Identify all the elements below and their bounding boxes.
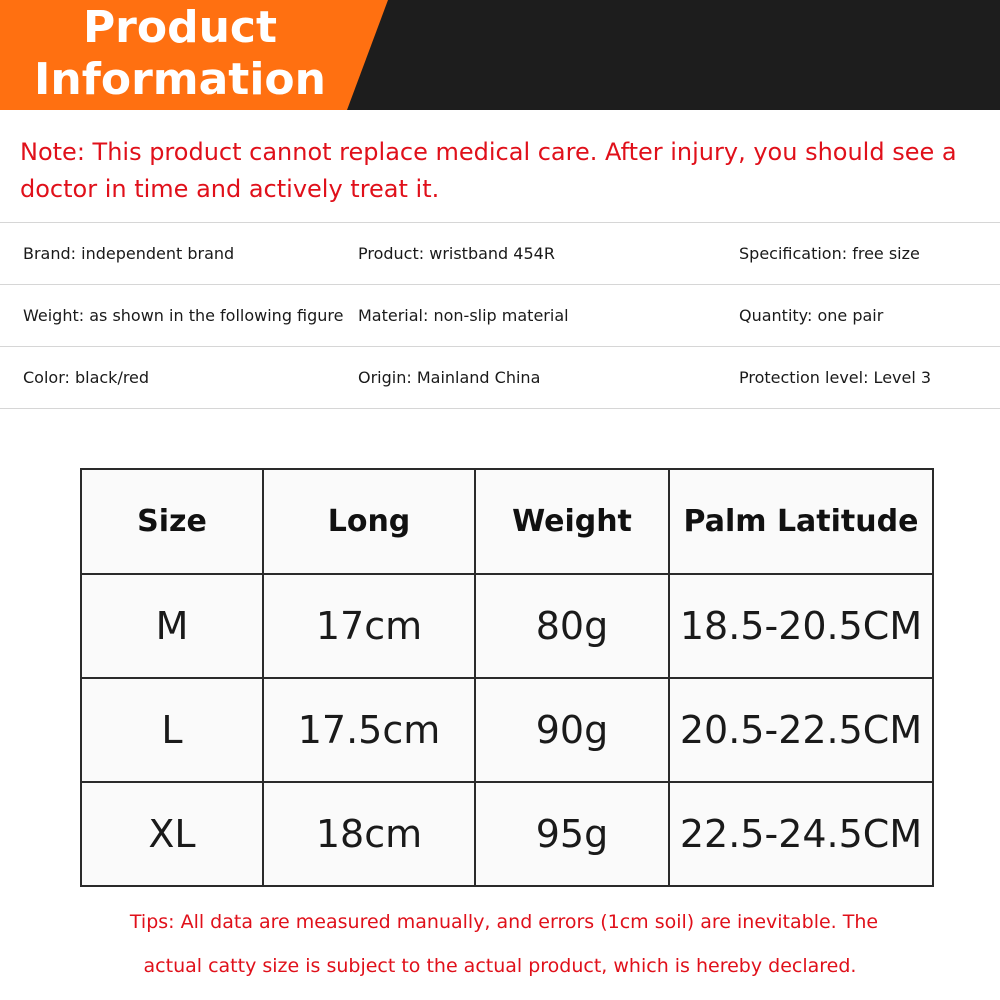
cell-long: 17cm	[263, 574, 475, 678]
cell-weight: 80g	[475, 574, 669, 678]
header-banner	[0, 0, 1000, 110]
cell-weight: 95g	[475, 782, 669, 886]
table-row	[81, 782, 933, 886]
cell-palm-latitude: 20.5-22.5CM	[669, 678, 933, 782]
medical-note: Note: This product cannot replace medical care. After injury, you should see a doctor in time and actively treat it.	[20, 138, 957, 203]
spec-row	[0, 222, 1000, 284]
header-long: Long	[263, 469, 475, 574]
size-chart-header-row	[81, 469, 933, 574]
header-size: Size	[81, 469, 263, 574]
cell-long: 18cm	[263, 782, 475, 886]
cell-palm-latitude: 18.5-20.5CM	[669, 574, 933, 678]
cell-size: XL	[81, 782, 263, 886]
spec-origin: Origin: Mainland China	[358, 368, 541, 387]
tips-line-1: Tips: All data are measured manually, and errors (1cm soil) are inevitable. The	[129, 911, 879, 933]
cell-long: 17.5cm	[263, 678, 475, 782]
spec-quantity: Quantity: one pair	[739, 306, 884, 325]
spec-row	[0, 284, 1000, 346]
spec-protection-level: Protection level: Level 3	[739, 368, 932, 387]
cell-size: M	[81, 574, 263, 678]
cell-size: L	[81, 678, 263, 782]
spec-color: Color: black/red	[23, 368, 150, 387]
page-title	[20, 2, 340, 106]
page-title-line-1: Product	[82, 2, 278, 53]
spec-product: Product: wristband 454R	[358, 244, 555, 263]
size-chart-table	[80, 468, 934, 887]
table-row	[81, 678, 933, 782]
spec-brand: Brand: independent brand	[23, 244, 235, 263]
spec-row	[0, 346, 1000, 409]
table-row	[81, 574, 933, 678]
cell-weight: 90g	[475, 678, 669, 782]
spec-material: Material: non-slip material	[358, 306, 569, 325]
header-weight: Weight	[475, 469, 669, 574]
cell-palm-latitude: 22.5-24.5CM	[669, 782, 933, 886]
spec-weight: Weight: as shown in the following figure	[23, 306, 344, 325]
spec-specification: Specification: free size	[739, 244, 920, 263]
spec-table	[0, 222, 1000, 409]
page-title-line-2: Information	[34, 54, 326, 105]
header-palm-latitude: Palm Latitude	[669, 469, 933, 574]
measurement-tips	[0, 900, 1000, 988]
tips-line-2: actual catty size is subject to the actual product, which is hereby declared.	[143, 955, 857, 977]
